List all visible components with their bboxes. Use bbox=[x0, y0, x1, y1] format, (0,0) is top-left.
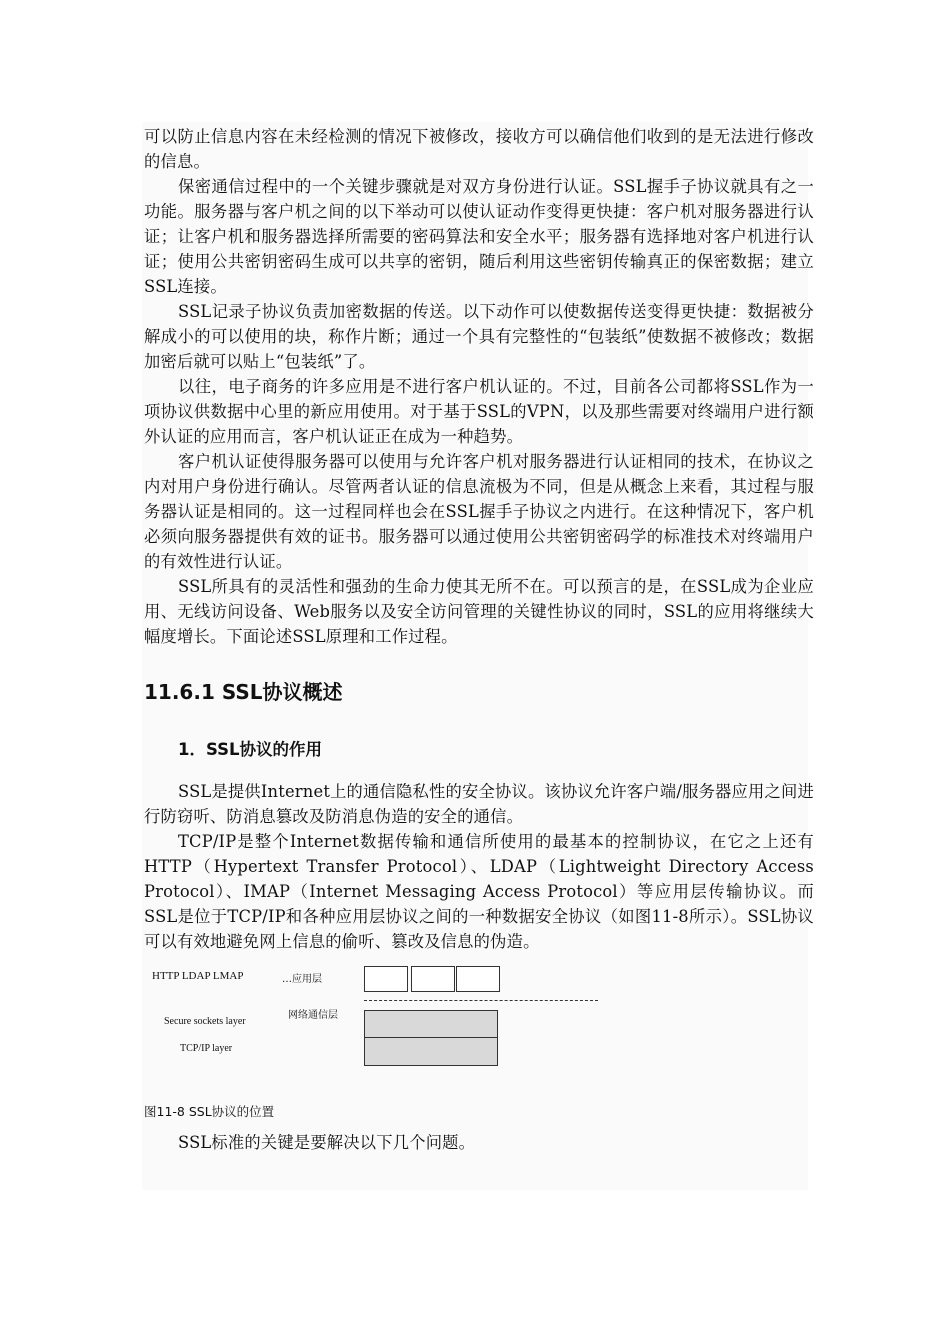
tcp-layer-box bbox=[364, 1037, 498, 1066]
app-layer-label: …应用层 bbox=[282, 974, 322, 985]
network-layer-label: 网络通信层 bbox=[288, 1010, 338, 1021]
app-protocols-label: HTTP LDAP LMAP bbox=[152, 970, 244, 982]
paragraph-ssl-definition: SSL是提供Internet上的通信隐私性的安全协议。该协议允许客户端/服务器应用之间进行防窃听、防消息篡改及防消息伪造的安全的通信。 bbox=[144, 782, 814, 826]
paragraph-tcpip: TCP/IP是整个Internet数据传输和通信所使用的最基本的控制协议，在它之上还有HTTP（Hypertext Transfer Protocol）、LDAP（Lightweight Directory Access Protocol）、IMAP（Internet Messaging Access Protocol）等应用层传输协议。而SSL是位于TCP/IP和各种应用层协议之间的一种数据安全协议（如图11-8所示）。SSL协议可以有效地避免网上信息的偷听、篡改及信息的伪造。 bbox=[144, 832, 814, 951]
subsection-heading: 1．SSL协议的作用 bbox=[178, 740, 323, 759]
paragraph-client-auth-trend: 以往，电子商务的许多应用是不进行客户机认证的。不过，目前各公司都将SSL作为一项协议供数据中心里的新应用使用。对于基于SSL的VPN，以及那些需要对终端用户进行额外认证的应用而言，客户机认证正在成为一种趋势。 bbox=[144, 377, 814, 446]
tcp-layer-label: TCP/IP layer bbox=[180, 1043, 233, 1054]
app-box-1 bbox=[364, 966, 408, 992]
document-body bbox=[144, 124, 814, 1155]
paragraph-authentication: 保密通信过程中的一个关键步骤就是对双方身份进行认证。SSL握手子协议就具有之一功能。服务器与客户机之间的以下举动可以使认证动作变得更快捷：客户机对服务器进行认证；让客户机和服务器选择所需要的密码算法和安全水平；服务器有选择地对客户机进行认证；使用公共密钥密码生成可以共享的密钥，随后利用这些密钥传输真正的保密数据；建立SSL连接。 bbox=[144, 177, 814, 296]
paragraph-client-auth: 客户机认证使得服务器可以使用与允许客户机对服务器进行认证相同的技术，在协议之内对用户身份进行确认。尽管两者认证的信息流极为不同，但是从概念上来看，其过程与服务器认证是相同的。这一过程同样也会在SSL握手子协议之内进行。在这种情况下，客户机必须向服务器提供有效的证书。服务器可以通过使用公共密钥密码学的标准技术对终端用户的有效性进行认证。 bbox=[144, 452, 814, 571]
figure-caption: 图11-8 SSL协议的位置 bbox=[144, 1104, 275, 1119]
section-heading: 11.6.1 SSL协议概述 bbox=[144, 680, 343, 704]
paragraph-continuation: 可以防止信息内容在未经检测的情况下被修改，接收方可以确信他们收到的是无法进行修改的信息。 bbox=[144, 127, 814, 171]
paragraph-key-issues: SSL标准的关键是要解决以下几个问题。 bbox=[178, 1133, 476, 1152]
protocol-stack-figure bbox=[144, 966, 614, 1076]
paragraph-ssl-growth: SSL所具有的灵活性和强劲的生命力使其无所不在。可以预言的是，在SSL成为企业应用、无线访问设备、Web服务以及安全访问管理的关键性协议的同时，SSL的应用将继续大幅度增长。下面论述SSL原理和工作过程。 bbox=[144, 577, 814, 646]
layer-divider bbox=[364, 1000, 598, 1001]
app-box-3 bbox=[456, 966, 500, 992]
ssl-layer-box bbox=[364, 1010, 498, 1039]
app-box-2 bbox=[411, 966, 455, 992]
ssl-layer-label: Secure sockets layer bbox=[164, 1016, 246, 1027]
paragraph-record-protocol: SSL记录子协议负责加密数据的传送。以下动作可以使数据传送变得更快捷：数据被分解成小的可以使用的块，称作片断；通过一个具有完整性的“包装纸”使数据不被修改；数据加密后就可以贴上“包装纸”了。 bbox=[144, 302, 814, 371]
